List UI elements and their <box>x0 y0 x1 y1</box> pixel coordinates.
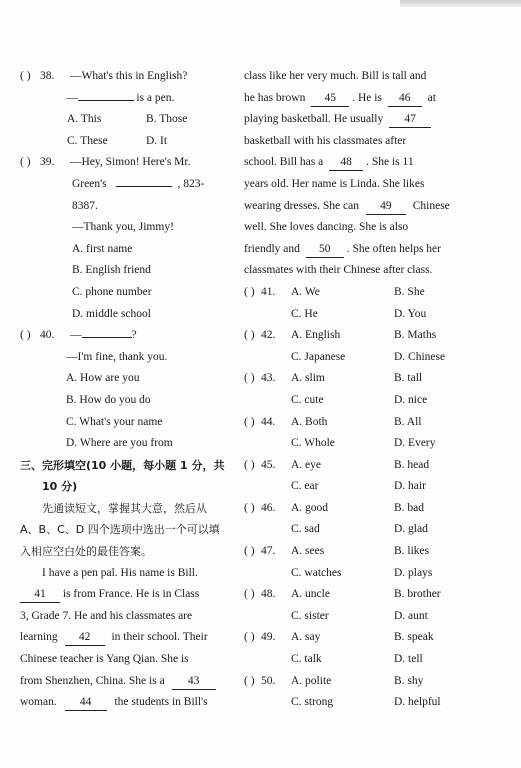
answer-blank <box>82 337 132 338</box>
answer-blank <box>116 186 172 187</box>
cloze-question-options-cd <box>244 347 462 369</box>
question-number: 42. <box>261 329 276 342</box>
question-39-line4: —Thank you, Jimmy! <box>72 221 174 234</box>
option-a: A. English <box>291 329 341 342</box>
section-instructions: 先通读短文，掌握其大意，然后从 <box>42 501 207 515</box>
question-number: 47. <box>261 545 276 558</box>
option-a: A. good <box>291 501 329 514</box>
option-b: B. shy <box>394 674 424 687</box>
answer-paren: ( ) <box>244 501 255 514</box>
blank-43: 43 <box>172 673 216 690</box>
answer-paren: ( ) <box>244 372 255 385</box>
passage-line: classmates with their Chinese after class. <box>244 264 433 277</box>
blank-47: 47 <box>389 111 431 128</box>
cloze-question-options-cd <box>244 390 462 412</box>
question-number: 41. <box>261 285 276 298</box>
cloze-question-options-cd <box>244 476 462 498</box>
passage-line: friendly and 50 . She often helps her <box>244 239 462 261</box>
cloze-question <box>244 325 462 347</box>
passage-line: school. Bill has a 48 . She is 11 <box>244 152 462 174</box>
option-c: C. Japanese <box>291 350 346 363</box>
question-number: 43. <box>261 372 276 385</box>
option-b: B. Maths <box>394 329 437 342</box>
cloze-question <box>244 584 462 606</box>
option-c: C. He <box>291 307 318 320</box>
option-d: D. Every <box>394 437 436 450</box>
question-39-option-a: A. first name <box>72 242 133 255</box>
question-stem: —What's this in English? <box>70 70 188 82</box>
question-38-options-ab <box>20 109 238 131</box>
question-number: 50. <box>261 674 276 687</box>
answer-paren: ( ) <box>20 329 31 342</box>
cloze-question <box>244 455 462 477</box>
blank-45: 45 <box>311 90 349 107</box>
option-c: C. sad <box>291 523 320 536</box>
option-d: D. aunt <box>394 609 428 622</box>
passage-line: from Shenzhen, China. She is a 43 <box>20 671 238 693</box>
cloze-question-options-cd <box>244 433 462 455</box>
option-c: C. talk <box>291 653 322 666</box>
cloze-question-options-cd <box>244 304 462 326</box>
option-a: A. Both <box>291 415 328 428</box>
question-39-line3: 8387. <box>72 199 98 212</box>
answer-blank <box>78 100 134 101</box>
answer-paren: ( ) <box>20 156 31 169</box>
question-number: 48. <box>261 588 276 601</box>
cloze-question-options-cd <box>244 519 462 541</box>
page-edge-shadow <box>400 0 521 7</box>
answer-paren: ( ) <box>244 545 255 558</box>
option-d: D. tell <box>394 653 423 666</box>
blank-49: 49 <box>366 198 406 215</box>
answer-paren: ( ) <box>20 70 31 82</box>
option-c: C. cute <box>291 393 324 406</box>
option-b: B. brother <box>394 588 441 601</box>
blank-44: 44 <box>65 694 107 711</box>
passage-line: wearing dresses. She can 49 Chinese <box>244 196 462 218</box>
answer-paren: ( ) <box>244 674 255 687</box>
question-38-options-cd <box>20 131 238 153</box>
question-40: ( ) 40. — ? <box>20 325 238 347</box>
passage-line: Chinese teacher is Yang Qian. She is <box>20 653 189 666</box>
passage-line: 3, Grade 7. He and his classmates are <box>20 609 193 622</box>
blank-46: 46 <box>388 90 422 107</box>
cloze-question <box>244 412 462 434</box>
cloze-question <box>244 282 462 304</box>
option-d: D. glad <box>394 523 428 536</box>
answer-paren: ( ) <box>244 631 255 644</box>
answer-paren: ( ) <box>244 415 255 428</box>
option-b: B. head <box>394 458 430 471</box>
passage-line: well. She loves dancing. She is also <box>244 221 409 234</box>
option-d: D. plays <box>394 566 433 579</box>
option-a: A. slim <box>291 372 325 385</box>
passage-line: basketball with his classmates after <box>244 134 407 147</box>
option-b: B. likes <box>394 545 430 558</box>
option-c: C. strong <box>291 696 334 709</box>
option-b: B. speak <box>394 631 434 644</box>
option-d: D. You <box>394 307 427 320</box>
cloze-question <box>244 627 462 649</box>
answer-paren: ( ) <box>244 329 255 342</box>
cloze-question <box>244 498 462 520</box>
cloze-questions <box>244 282 462 714</box>
question-39 <box>20 152 238 174</box>
question-39-option-d: D. middle school <box>72 307 151 320</box>
cloze-question-options-cd <box>244 692 462 714</box>
passage-line: he has brown 45 . He is 46 at <box>244 88 462 110</box>
section-title: 三、完形填空(10 小题，每小题 1 分，共 <box>20 458 225 472</box>
question-40-line2: —I'm fine, thank you. <box>66 350 168 363</box>
passage-line: class like her very much. Bill is tall and <box>244 70 427 82</box>
option-d: D. hair <box>394 480 426 493</box>
option-a: A. polite <box>291 674 332 687</box>
question-number: 46. <box>261 501 276 514</box>
question-38-reply: — is a pen. <box>66 91 175 104</box>
option-b: B. bad <box>394 501 425 514</box>
question-40-option-a: A. How are you <box>66 372 140 385</box>
question-number: 39. <box>40 156 55 169</box>
cloze-question <box>244 368 462 390</box>
option-b: B. All <box>394 415 422 428</box>
passage-line: years old. Her name is Linda. She likes <box>244 177 425 190</box>
passage-line: 41 is from France. He is in Class <box>20 584 238 606</box>
blank-48: 48 <box>329 154 363 171</box>
answer-paren: ( ) <box>244 285 255 298</box>
passage-line: playing basketball. He usually 47 <box>244 109 462 131</box>
left-column <box>20 66 238 714</box>
blank-50: 50 <box>306 241 344 258</box>
option-b: B. Those <box>146 113 188 126</box>
option-a: A. We <box>291 285 320 298</box>
cloze-question-options-cd <box>244 606 462 628</box>
section-instructions-2: A、B、C、D 四个选项中选出一个可以填 <box>20 523 220 537</box>
right-column <box>244 66 462 714</box>
question-39-line2: Green's , 823- <box>72 177 205 190</box>
option-a: A. sees <box>291 545 325 558</box>
question-40-option-b: B. How do you do <box>66 393 151 406</box>
option-d: D. Chinese <box>394 350 446 363</box>
option-b: B. tall <box>394 372 423 385</box>
section-instructions-3: 入相应空白处的最佳答案。 <box>20 545 152 559</box>
question-39-option-c: C. phone number <box>72 285 152 298</box>
option-b: B. She <box>394 285 425 298</box>
passage-line: I have a pen pal. His name is Bill. <box>42 566 198 579</box>
cloze-question <box>244 671 462 693</box>
section-title-cont: 10 分) <box>42 480 78 494</box>
question-40-option-d: D. Where are you from <box>66 437 173 450</box>
question-40-option-c: C. What's your name <box>66 415 163 428</box>
option-d: D. It <box>146 134 168 147</box>
question-39-option-b: B. English friend <box>72 264 151 277</box>
blank-42: 42 <box>65 629 105 646</box>
question-number: 44. <box>261 415 276 428</box>
blank-41: 41 <box>20 586 60 603</box>
passage-line: learning 42 in their school. Their <box>20 627 238 649</box>
option-a: A. say <box>291 631 321 644</box>
option-a: A. This <box>67 113 102 126</box>
option-a: A. eye <box>291 458 322 471</box>
passage-line: woman. 44 the students in Bill's <box>20 692 238 714</box>
option-c: C. sister <box>291 609 329 622</box>
cloze-question-options-cd <box>244 649 462 671</box>
option-c: C. These <box>67 134 108 147</box>
option-d: D. helpful <box>394 696 441 709</box>
cloze-question <box>244 541 462 563</box>
answer-paren: ( ) <box>244 458 255 471</box>
option-c: C. watches <box>291 566 342 579</box>
option-c: C. ear <box>291 480 319 493</box>
question-number: 49. <box>261 631 276 644</box>
question-number: 38. <box>40 70 55 82</box>
option-d: D. nice <box>394 393 428 406</box>
question-number: 40. <box>40 329 55 342</box>
option-a: A. uncle <box>291 588 330 601</box>
option-c: C. Whole <box>291 437 335 450</box>
answer-paren: ( ) <box>244 588 255 601</box>
question-number: 45. <box>261 458 276 471</box>
question-stem: —Hey, Simon! Here's Mr. <box>70 156 191 169</box>
cloze-question-options-cd <box>244 563 462 585</box>
question-38 <box>20 66 238 88</box>
